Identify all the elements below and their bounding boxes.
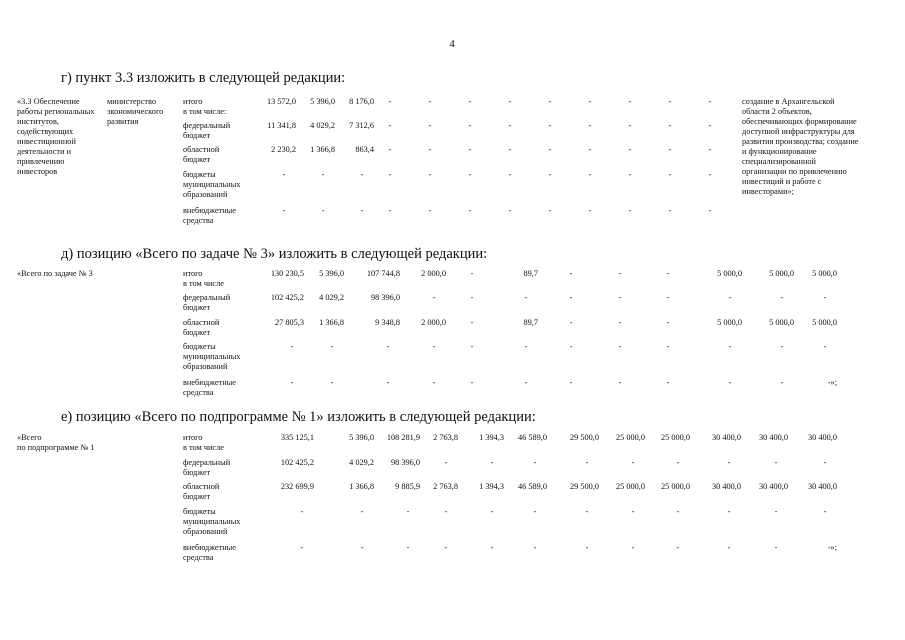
table-cell: -»;	[827, 543, 837, 552]
table-cell: -	[668, 97, 672, 106]
table-cell: 46 589,0	[517, 433, 547, 442]
table-cell: -	[330, 378, 334, 387]
table-cell: -	[668, 170, 672, 179]
table-cell: 107 744,8	[366, 269, 400, 278]
table-cell: 108 281,9	[386, 433, 420, 442]
table-cell: 89,7	[523, 318, 538, 327]
funding-source-label: итого в том числе	[183, 269, 224, 288]
table-cell: -	[774, 507, 778, 516]
table-cell: -	[282, 206, 286, 215]
table-cell: 1 366,8	[319, 318, 344, 327]
table-cell: -	[508, 97, 512, 106]
table-cell: -	[823, 342, 827, 351]
table-cell: 102 425,2	[280, 458, 314, 467]
table-cell: -	[290, 342, 294, 351]
table-cell: -	[676, 543, 680, 552]
table-cell: -	[666, 269, 670, 278]
funding-source-label: внебюджетные средства	[183, 543, 236, 562]
table-cell: -	[585, 458, 589, 467]
table-cell: 5 000,0	[769, 318, 794, 327]
table-cell: -	[330, 342, 334, 351]
table-cell: -	[470, 269, 474, 278]
table-cell: -	[468, 145, 472, 154]
table-cell: -	[321, 170, 325, 179]
table-cell: -	[618, 318, 622, 327]
table-cell: -	[708, 121, 712, 130]
table-cell: -	[585, 543, 589, 552]
table-cell: -	[386, 378, 390, 387]
table-cell: -	[588, 145, 592, 154]
table-cell: -	[668, 121, 672, 130]
table-cell: -	[508, 145, 512, 154]
table-cell: -	[780, 378, 784, 387]
table-cell: -	[508, 170, 512, 179]
table-cell: 98 396,0	[390, 458, 420, 467]
table-cell: -	[524, 378, 528, 387]
table-cell: -	[533, 458, 537, 467]
table-cell: 1 366,8	[310, 145, 335, 154]
table-cell: -	[548, 145, 552, 154]
table-cell: 9 348,8	[375, 318, 400, 327]
table-cell: -	[588, 170, 592, 179]
table-cell: -	[708, 206, 712, 215]
table-cell: -	[428, 170, 432, 179]
table-cell: 30 400,0	[711, 482, 741, 491]
table-cell: -	[490, 458, 494, 467]
table-cell: -	[676, 458, 680, 467]
table-cell: 30 400,0	[711, 433, 741, 442]
table-cell: -	[569, 269, 573, 278]
table-cell: -	[388, 206, 392, 215]
table-cell: -	[470, 378, 474, 387]
table-cell: -	[628, 206, 632, 215]
table-cell: -	[631, 543, 635, 552]
table-cell: -	[432, 378, 436, 387]
table-cell: -	[406, 507, 410, 516]
table-cell: -	[708, 97, 712, 106]
table-cell: -	[360, 206, 364, 215]
table-cell: -	[569, 318, 573, 327]
table-cell: -	[508, 206, 512, 215]
table-cell: 46 589,0	[517, 482, 547, 491]
funding-source-label: федеральный бюджет	[183, 458, 231, 477]
table-cell: 30 400,0	[807, 482, 837, 491]
table-cell: -	[780, 293, 784, 302]
table-cell: 102 425,2	[270, 293, 304, 302]
table-cell: -	[588, 97, 592, 106]
section-e-heading: е) позицию «Всего по подпрограмме № 1» изложить в следующей редакции:	[61, 409, 536, 425]
table-cell: 5 000,0	[717, 269, 742, 278]
table-cell: -	[618, 342, 622, 351]
page-number: 4	[449, 38, 455, 50]
table-cell: -	[676, 507, 680, 516]
table-cell: -	[321, 206, 325, 215]
table-cell: 27 805,3	[274, 318, 304, 327]
funding-source-label: итого в том числе:	[183, 97, 227, 116]
table-cell: 4 029,2	[310, 121, 335, 130]
table-cell: 5 396,0	[310, 97, 335, 106]
table-cell: -	[585, 507, 589, 516]
table-cell: 5 396,0	[319, 269, 344, 278]
table-cell: -	[631, 458, 635, 467]
table-cell: 29 500,0	[569, 433, 599, 442]
table-cell: -	[282, 170, 286, 179]
table-cell: -	[406, 543, 410, 552]
table-cell: 11 341,8	[267, 121, 296, 130]
table-cell: 1 366,8	[349, 482, 374, 491]
table-cell: -	[300, 507, 304, 516]
table-cell: 5 396,0	[349, 433, 374, 442]
table-cell: -	[727, 507, 731, 516]
table-cell: -	[628, 97, 632, 106]
table-cell: -	[468, 121, 472, 130]
table-cell: 4 029,2	[349, 458, 374, 467]
table-cell: 130 230,5	[270, 269, 304, 278]
table-cell: 2 230,2	[271, 145, 296, 154]
table-cell: -	[490, 507, 494, 516]
table-cell: 30 400,0	[758, 482, 788, 491]
table-cell: -	[780, 342, 784, 351]
table-cell: -	[444, 458, 448, 467]
table-cell: -	[490, 543, 494, 552]
table-cell: 4 029,2	[319, 293, 344, 302]
section-d-item-name: «Всего по задаче № 3	[17, 269, 93, 278]
table-cell: -	[823, 293, 827, 302]
table-cell: -	[388, 145, 392, 154]
table-cell: 2 763,8	[433, 482, 458, 491]
table-cell: -	[668, 145, 672, 154]
table-cell: -	[666, 342, 670, 351]
table-cell: -	[548, 170, 552, 179]
table-cell: -	[386, 342, 390, 351]
table-cell: 30 400,0	[758, 433, 788, 442]
section-g-heading: г) пункт 3.3 изложить в следующей редакции:	[61, 70, 346, 86]
table-cell: 98 396,0	[370, 293, 400, 302]
funding-source-label: федеральный бюджет	[183, 121, 231, 140]
table-cell: 9 885,9	[395, 482, 420, 491]
table-cell: -	[470, 293, 474, 302]
table-cell: 7 312,6	[349, 121, 374, 130]
funding-source-label: бюджеты муниципальных образований	[183, 170, 241, 199]
table-cell: 8 176,0	[349, 97, 374, 106]
table-cell: -	[444, 507, 448, 516]
table-cell: -	[533, 543, 537, 552]
table-cell: -	[708, 170, 712, 179]
table-cell: -	[666, 293, 670, 302]
table-cell: -	[524, 293, 528, 302]
table-cell: -	[388, 121, 392, 130]
funding-source-label: бюджеты муниципальных образований	[183, 342, 241, 371]
funding-source-label: областной бюджет	[183, 482, 220, 501]
table-cell: -	[588, 206, 592, 215]
table-cell: -	[774, 543, 778, 552]
funding-source-label: федеральный бюджет	[183, 293, 231, 312]
table-cell: -	[524, 342, 528, 351]
section-g-executor: министерство экономического развития	[107, 97, 164, 126]
table-cell: 25 000,0	[615, 482, 645, 491]
table-cell: -»;	[827, 378, 837, 387]
table-cell: 2 000,0	[421, 269, 446, 278]
table-cell: -	[428, 145, 432, 154]
table-cell: -	[727, 543, 731, 552]
table-cell: -	[444, 543, 448, 552]
table-cell: -	[823, 458, 827, 467]
table-cell: -	[508, 121, 512, 130]
table-cell: 1 394,3	[479, 482, 504, 491]
table-cell: 13 572,0	[266, 97, 296, 106]
table-cell: -	[548, 97, 552, 106]
table-cell: 863,4	[355, 145, 374, 154]
table-cell: 1 394,3	[479, 433, 504, 442]
table-cell: -	[569, 293, 573, 302]
table-cell: 5 000,0	[812, 318, 837, 327]
table-cell: -	[432, 293, 436, 302]
table-cell: -	[628, 145, 632, 154]
table-cell: -	[533, 507, 537, 516]
table-cell: -	[388, 170, 392, 179]
table-cell: -	[360, 543, 364, 552]
table-cell: 25 000,0	[660, 482, 690, 491]
funding-source-label: бюджеты муниципальных образований	[183, 507, 241, 536]
table-cell: -	[428, 206, 432, 215]
section-d-heading: д) позицию «Всего по задаче № 3» изложить в следующей редакции:	[61, 246, 488, 262]
table-cell: -	[290, 378, 294, 387]
table-cell: 335 125,1	[280, 433, 314, 442]
table-cell: -	[708, 145, 712, 154]
table-cell: -	[360, 507, 364, 516]
table-cell: 29 500,0	[569, 482, 599, 491]
table-cell: 89,7	[523, 269, 538, 278]
section-e-item-name: «Всего по подпрограмме № 1	[17, 433, 95, 452]
table-cell: -	[728, 342, 732, 351]
table-cell: -	[468, 97, 472, 106]
table-cell: -	[548, 121, 552, 130]
table-cell: -	[548, 206, 552, 215]
table-cell: -	[428, 97, 432, 106]
table-cell: 232 699,9	[280, 482, 314, 491]
table-cell: 25 000,0	[615, 433, 645, 442]
table-cell: -	[728, 293, 732, 302]
table-cell: -	[618, 378, 622, 387]
funding-source-label: внебюджетные средства	[183, 206, 236, 225]
table-cell: -	[388, 97, 392, 106]
funding-source-label: областной бюджет	[183, 318, 220, 337]
table-cell: -	[668, 206, 672, 215]
table-cell: -	[468, 170, 472, 179]
table-cell: -	[618, 293, 622, 302]
table-cell: -	[569, 378, 573, 387]
table-cell: 30 400,0	[807, 433, 837, 442]
table-cell: -	[588, 121, 592, 130]
table-cell: -	[823, 507, 827, 516]
table-cell: -	[618, 269, 622, 278]
funding-source-label: итого в том числе	[183, 433, 224, 452]
table-cell: -	[470, 342, 474, 351]
table-cell: -	[728, 378, 732, 387]
table-cell: -	[428, 121, 432, 130]
table-cell: -	[774, 458, 778, 467]
funding-source-label: областной бюджет	[183, 145, 220, 164]
table-cell: -	[666, 318, 670, 327]
table-cell: -	[628, 170, 632, 179]
table-cell: 5 000,0	[769, 269, 794, 278]
funding-source-label: внебюджетные средства	[183, 378, 236, 397]
table-cell: 2 763,8	[433, 433, 458, 442]
table-cell: -	[628, 121, 632, 130]
table-cell: -	[631, 507, 635, 516]
table-cell: -	[569, 342, 573, 351]
table-cell: -	[666, 378, 670, 387]
table-cell: -	[727, 458, 731, 467]
table-cell: -	[432, 342, 436, 351]
table-cell: -	[470, 318, 474, 327]
table-cell: -	[300, 543, 304, 552]
table-cell: -	[468, 206, 472, 215]
section-g-item-name: «3.3 Обеспечение работы региональных институтов, содействующих инвестиционной деятельности и привлечению инвесторов	[17, 97, 95, 176]
table-cell: 5 000,0	[812, 269, 837, 278]
table-cell: 5 000,0	[717, 318, 742, 327]
table-cell: 2 000,0	[421, 318, 446, 327]
section-g-description: создание в Архангельской области 2 объектов, обеспечивающих формирование доступной инфраструктуры для развития производства; создание и функционирование специализированной организации по привлечению инвестиций и работе с инвесторами»;	[742, 97, 859, 196]
table-cell: -	[360, 170, 364, 179]
table-cell: 25 000,0	[660, 433, 690, 442]
